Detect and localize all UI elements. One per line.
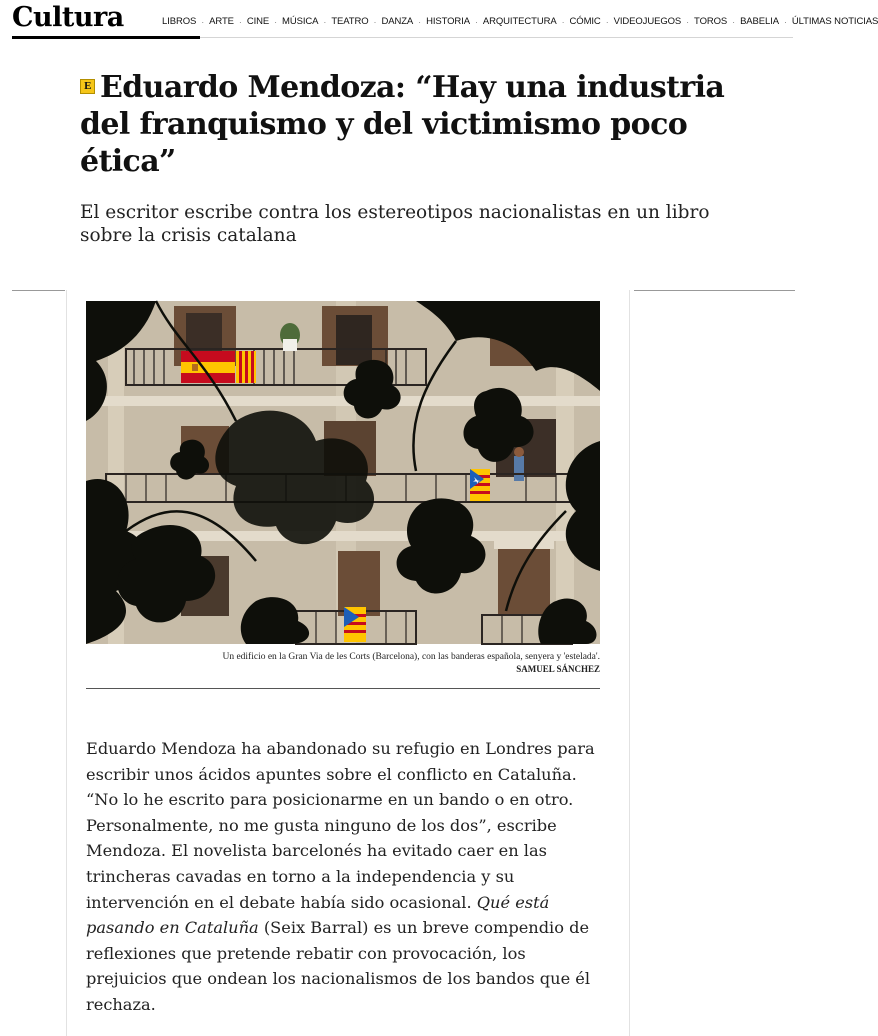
body-text-part2: (Seix Barral) es un breve compendio de reflexiones que pretende rebatir con provocación, los prejuicios que ondean los nacionalismos de los bandos que él rechaza. bbox=[86, 918, 591, 1014]
right-divider bbox=[634, 290, 795, 291]
nav-item-musica[interactable]: MÚSICA bbox=[282, 16, 319, 27]
header-divider bbox=[200, 37, 793, 38]
estelada-flag-middle bbox=[470, 469, 490, 501]
nav-item-arquitectura[interactable]: ARQUITECTURA bbox=[482, 16, 557, 27]
book-title: Qué está pasando en Cataluña bbox=[86, 892, 550, 938]
estelada-flag-bottom bbox=[344, 607, 366, 642]
nav-item-cine[interactable]: CINE bbox=[246, 16, 270, 27]
column-border-right bbox=[629, 290, 630, 1036]
photo-credit: SAMUEL SÁNCHEZ bbox=[516, 664, 600, 674]
nav-item-babelia[interactable]: BABELIA bbox=[740, 16, 779, 27]
section-nav: LIBROS · ARTE · CINE · MÚSICA · TEATRO · DANZA · HISTORIA · ARQUITECTURA · CÓMIC · VIDEOJUEGOS · TOROS · BABELIA · ÚLTIMAS NOTICIAS bbox=[162, 16, 878, 27]
body-text-part1: Eduardo Mendoza ha abandonado su refugio en Londres para escribir unos ácidos apuntes sobre el conflicto en Cataluña. “No lo he escrito para posicionarme en un bando o en otro. Personalmente, no me gusta ninguno de los dos”, escribe Mendoza. El novelista barcelonés ha evitado caer en las trincheras cavadas en torno a la independencia y su intervención en el debate había sido ocasional. bbox=[86, 739, 595, 912]
article-photo[interactable] bbox=[86, 301, 600, 644]
building-photo-illustration bbox=[86, 301, 600, 644]
senyera-flag bbox=[236, 351, 256, 383]
nav-item-ultimas-noticias[interactable]: ÚLTIMAS NOTICIAS bbox=[791, 16, 878, 27]
e-badge-icon: E bbox=[80, 79, 95, 94]
caption-divider bbox=[86, 688, 600, 689]
nav-item-teatro[interactable]: TEATRO bbox=[331, 16, 369, 27]
nav-item-libros[interactable]: LIBROS bbox=[162, 16, 197, 27]
logo-underline bbox=[12, 36, 200, 39]
article-subtitle: El escritor escribe contra los estereotipos nacionalistas en un libro sobre la crisis catalana bbox=[80, 202, 710, 246]
headline-text: Eduardo Mendoza: “Hay una industria del franquismo y del victimismo poco ética” bbox=[80, 70, 725, 179]
column-border-left bbox=[66, 290, 67, 1036]
nav-item-videojuegos[interactable]: VIDEOJUEGOS bbox=[613, 16, 682, 27]
nav-item-historia[interactable]: HISTORIA bbox=[426, 16, 470, 27]
photo-caption: Un edificio en la Gran Via de les Corts (Barcelona), con las banderas española, senyera y 'estelada'. bbox=[222, 652, 600, 662]
nav-item-danza[interactable]: DANZA bbox=[381, 16, 414, 27]
article-body-paragraph bbox=[86, 736, 606, 1018]
spanish-flag bbox=[181, 351, 235, 383]
section-logo[interactable]: Cultura bbox=[12, 2, 124, 33]
site-header bbox=[12, 0, 878, 40]
nav-item-comic[interactable]: CÓMIC bbox=[569, 16, 601, 27]
article-headline bbox=[80, 69, 740, 180]
left-divider bbox=[12, 290, 65, 291]
nav-item-toros[interactable]: TOROS bbox=[694, 16, 728, 27]
nav-item-arte[interactable]: ARTE bbox=[209, 16, 234, 27]
